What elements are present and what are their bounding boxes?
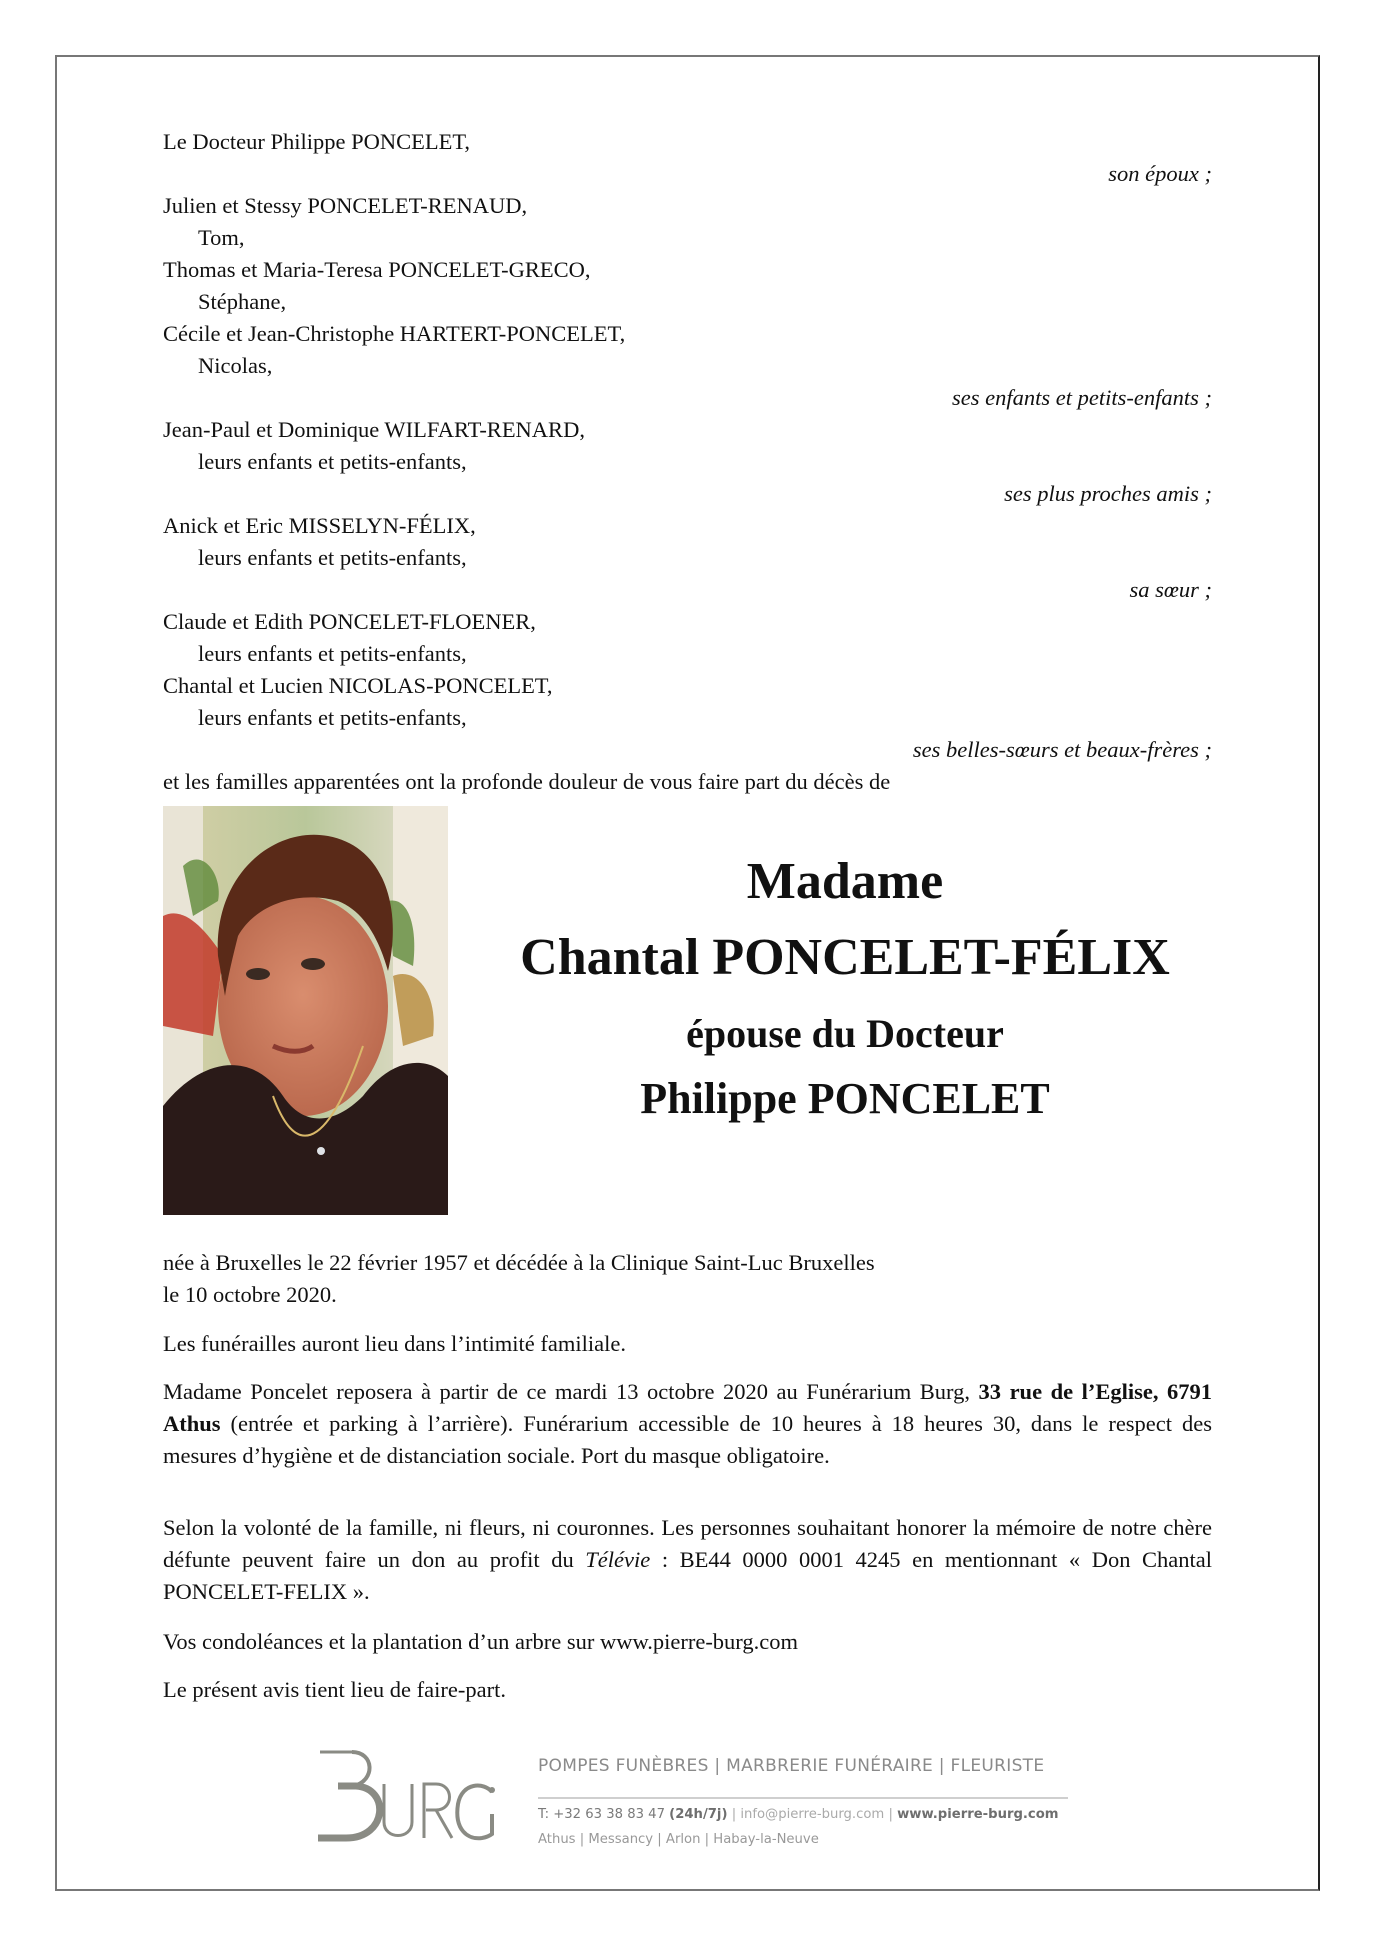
footer-services: POMPES FUNÈBRES | MARBRERIE FUNÉRAIRE | FLEURISTE: [538, 1756, 1045, 1776]
notice-note: Le présent avis tient lieu de faire-part.: [163, 1677, 506, 1702]
deceased-spouse-name: Philippe PONCELET: [640, 1074, 1050, 1123]
visitation-paragraph: [163, 1376, 1212, 1472]
portrait-image: [163, 806, 448, 1215]
footer-phone[interactable]: T: +32 63 38 83 47: [538, 1807, 665, 1822]
deceased-title: Madame: [746, 853, 944, 910]
footer-phone-hours: (24h/7j): [669, 1807, 728, 1822]
footer-locations: Athus | Messancy | Arlon | Habay-la-Neuve: [538, 1832, 819, 1847]
in-law-couple: Chantal et Lucien NICOLAS-PONCELET,: [163, 673, 553, 698]
footer-divider: [538, 1797, 1068, 1799]
sister-couple: Anick et Eric MISSELYN-FÉLIX,: [163, 513, 476, 538]
friends-couple: Jean-Paul et Dominique WILFART-RENARD,: [163, 417, 585, 442]
donation-org: Télévie: [585, 1547, 651, 1572]
footer-separator: |: [731, 1807, 741, 1822]
grandchild: Nicolas,: [198, 353, 273, 378]
footer-separator: |: [888, 1807, 898, 1822]
in-laws-relation: ses belles-sœurs et beaux-frères ;: [912, 737, 1212, 762]
donation-pre: Selon la volonté de la famille, ni fleurs, ni couronnes. Les personnes souhaitant honorer la mémoire de notre chère défunte peuvent faire un don au profit du: [163, 1515, 1212, 1572]
visitation-post: (entrée et parking à l’arrière). Funérarium accessible de 10 heures à 18 heures 30, dans le respect des mesures d’hygiène et de distanciation sociale. Port du masque obligatoire.: [163, 1411, 1212, 1468]
in-law-descendants: leurs enfants et petits-enfants,: [198, 641, 467, 666]
birth-death-line-2: le 10 octobre 2020.: [163, 1282, 337, 1307]
children-relation: ses enfants et petits-enfants ;: [952, 385, 1212, 410]
child-couple: Thomas et Maria-Teresa PONCELET-GRECO,: [163, 257, 591, 282]
visitation-pre: Madame Poncelet reposera à partir de ce mardi 13 octobre 2020 au Funérarium Burg,: [163, 1379, 979, 1404]
spouse-relation: son époux ;: [1108, 161, 1212, 186]
spouse-name: Le Docteur Philippe PONCELET,: [163, 129, 471, 154]
announcement: et les familles apparentées ont la profonde douleur de vous faire part du décès de: [163, 769, 891, 794]
deceased-relation: épouse du Docteur: [686, 1011, 1004, 1056]
deceased-name: Chantal PONCELET-FÉLIX: [520, 929, 1170, 986]
in-law-descendants: leurs enfants et petits-enfants,: [198, 705, 467, 730]
footer-email[interactable]: info@pierre-burg.com: [740, 1807, 885, 1822]
deceased-photo: [163, 806, 448, 1215]
condolences-note: Vos condoléances et la plantation d’un arbre sur www.pierre-burg.com: [163, 1629, 799, 1654]
child-couple: Julien et Stessy PONCELET-RENAUD,: [163, 193, 528, 218]
sister-descendants: leurs enfants et petits-enfants,: [198, 545, 467, 570]
burg-logo: [312, 1748, 497, 1844]
funeral-note: Les funérailles auront lieu dans l’intimité familiale.: [163, 1331, 626, 1356]
friends-relation: ses plus proches amis ;: [1004, 481, 1212, 506]
child-couple: Cécile et Jean-Christophe HARTERT-PONCELET,: [163, 321, 626, 346]
in-law-couple: Claude et Edith PONCELET-FLOENER,: [163, 609, 536, 634]
grandchild: Tom,: [198, 225, 245, 250]
footer-contact: [538, 1807, 1059, 1822]
visitation-address: 33 rue de l’Eglise, 6791 Athus: [163, 1379, 1213, 1436]
donation-paragraph: [163, 1512, 1212, 1608]
donation-post: : BE44 0000 0001 4245 en mentionnant « Don Chantal PONCELET-FELIX ».: [163, 1547, 1212, 1604]
sister-relation: sa sœur ;: [1129, 577, 1212, 602]
burg-logo-icon: [312, 1748, 497, 1844]
friends-descendants: leurs enfants et petits-enfants,: [198, 449, 467, 474]
grandchild: Stéphane,: [198, 289, 287, 314]
birth-death-line-1: née à Bruxelles le 22 février 1957 et décédée à la Clinique Saint-Luc Bruxelles: [163, 1250, 875, 1275]
footer-website[interactable]: www.pierre-burg.com: [897, 1807, 1059, 1822]
